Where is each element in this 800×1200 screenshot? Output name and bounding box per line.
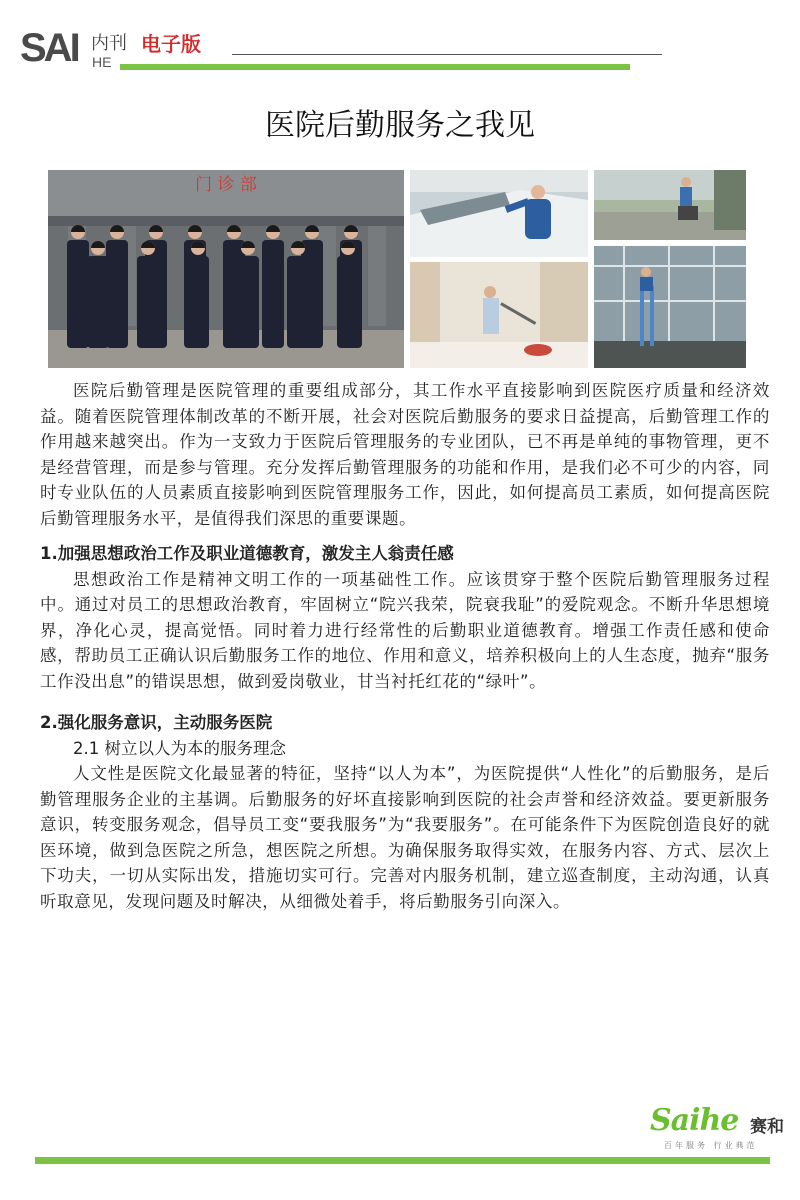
brand-tagline: 百年服务 行业典范 (664, 1141, 758, 1150)
logo-edition: 电子版 (141, 32, 201, 56)
staff-figure (262, 225, 284, 348)
brand-saihe-cn: 赛和 (750, 1117, 784, 1137)
staff-figure (137, 241, 159, 348)
header-green-bar (120, 64, 630, 70)
staff-figure (287, 241, 309, 348)
section2-heading: 2.强化服务意识，主动服务医院 (40, 713, 273, 732)
intro-paragraph: 医院后勤管理是医院管理的重要组成部分，其工作水平直接影响到医院医疗质量和经济效益。随着医院管理体制改革的不断开展，社会对医院后勤服务的要求日益提高，后勤管理工作的作用越来越突出。作为一支致力于医院后管理服务的专业团队，已不再是单纯的事物管理，更不是经营管理，而是参与管理。充分发挥后勤管理服务的功能和作用，是我们必不可少的内容，同时专业队伍的人员素质直接影响到医院管理服务工作，因此，如何提高员工素质，如何提高医院后勤管理服务水平，是值得我们深思的重要课题。 (40, 381, 770, 528)
sign-text: 门 诊 部 (195, 175, 257, 195)
section2-paragraph: 人文性是医院文化最显著的特征，坚持“以人为本”，为医院提供“人性化”的后勤服务，是后勤管理服务企业的主基调。后勤服务的好坏直接影响到医院的社会声誉和经济效益。要更新服务意识，转变服务观念，倡导员工变“要我服务”为“我要服务”。在可能条件下为医院创造良好的就医环境，做到急医院之所急，想医院之所想。为确保服务取得实效，在服务内容、方式、层次上下功夫，一切从实际出发，措施切实可行。完善对内服务机制，建立巡查制度，主动沟通，认真听取意见，发现问题及时解决，从细微处着手，将后勤服务引向深入。 (40, 764, 770, 911)
staff-figure (237, 241, 259, 348)
header-rule (232, 54, 662, 55)
photo-staff-group (48, 170, 404, 368)
photo-window-cleaning (594, 246, 746, 368)
page-header (0, 0, 800, 80)
staff-figure (337, 241, 359, 348)
brand-saihe: Saihe (650, 1103, 739, 1138)
footer-green-bar (35, 1157, 770, 1164)
photo-collage (48, 170, 748, 370)
footer-logo (650, 1103, 784, 1150)
staff-figure (106, 225, 128, 348)
staff-figure (187, 241, 209, 348)
logo-sai: SAI (20, 26, 78, 70)
staff-figure (87, 241, 109, 348)
photo-floor-polishing (410, 262, 588, 368)
article-title: 医院后勤服务之我见 (265, 108, 535, 143)
photo-outdoor-cleaning (594, 170, 746, 240)
logo-neikan: 内刊 (91, 33, 127, 54)
logo-he: HE (92, 54, 112, 70)
staff-figure (67, 225, 89, 348)
article-body (40, 378, 770, 914)
section1-heading: 1.加强思想政治工作及职业道德教育，激发主人翁责任感 (40, 544, 454, 563)
section2-subheading: 2.1 树立以人为本的服务理念 (73, 738, 286, 758)
section1-paragraph: 思想政治工作是精神文明工作的一项基础性工作。应该贯穿于整个医院后勤管理服务过程中。通过对员工的思想政治教育，牢固树立“院兴我荣，院衰我耻”的爱院观念。不断升华思想境界，净化心灵，提高觉悟。同时着力进行经常性的后勤职业道德教育。增强工作责任感和使命感，帮助员工正确认识后勤服务工作的地位、作用和意义，培养积极向上的人生态度，抛弃“服务工作没出息”的错误思想，做到爱岗敬业，甘当衬托红花的“绿叶”。 (40, 569, 770, 691)
photo-cleaning-counter (410, 170, 588, 257)
